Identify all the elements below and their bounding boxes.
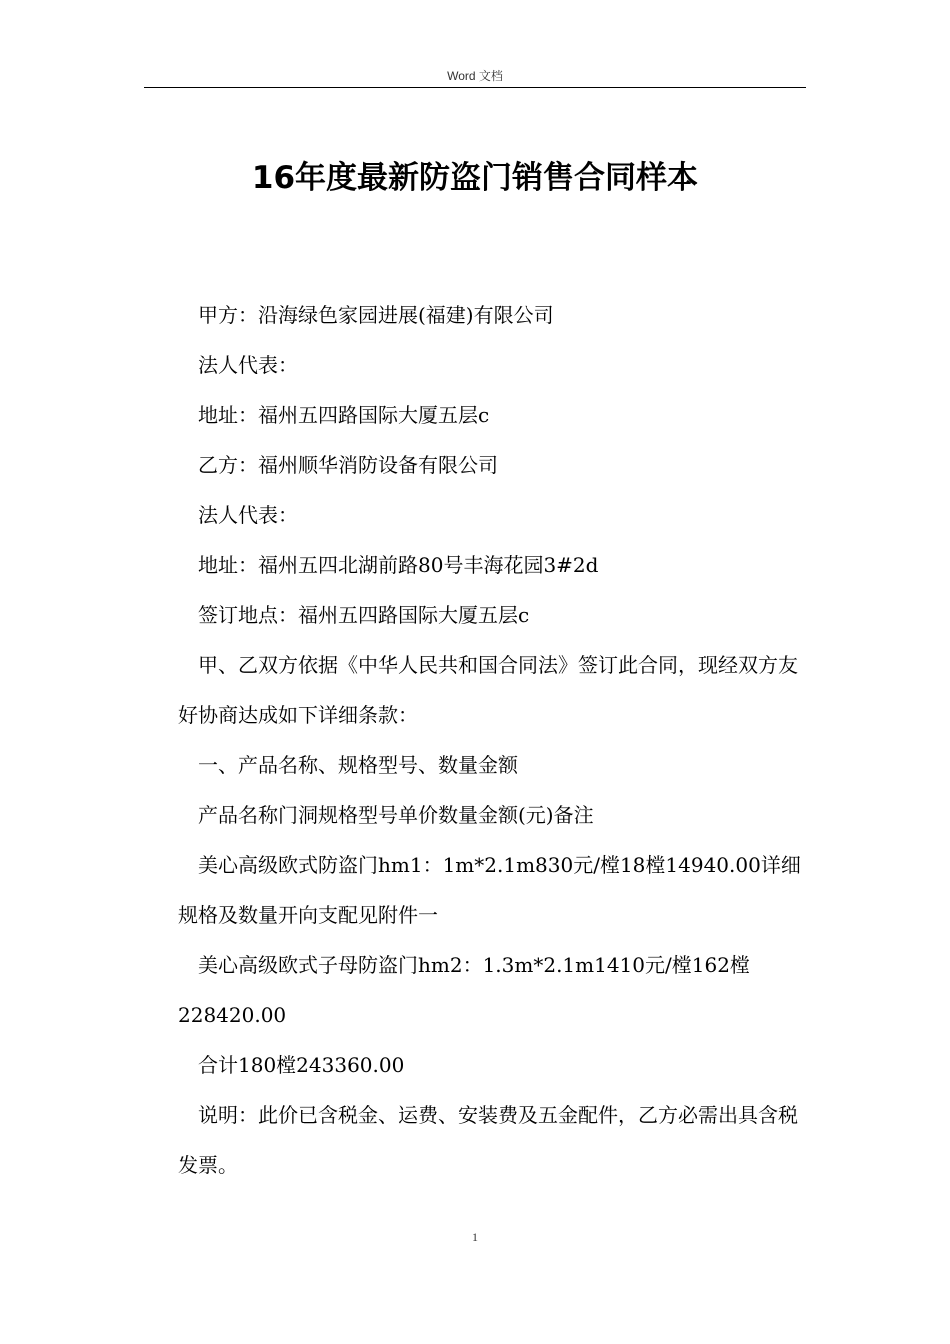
- contract-preamble: 甲、乙双方依据《中华人民共和国合同法》签订此合同，现经双方友好协商达成如下详细条款：: [178, 653, 798, 727]
- document-body: [178, 290, 803, 1190]
- page-number: 1: [472, 1230, 478, 1244]
- signing-location: 签订地点：福州五四路国际大厦五层c: [198, 603, 530, 627]
- party-a: 甲方：沿海绿色家园进展(福建)有限公司: [198, 303, 554, 327]
- party-b: 乙方：福州顺华消防设备有限公司: [198, 453, 498, 477]
- product-total: 合计180樘243360.00: [198, 1053, 405, 1077]
- party-a-address: 地址：福州五四路国际大厦五层c: [198, 403, 490, 427]
- party-a-legal-representative: 法人代表：: [198, 353, 298, 377]
- party-b-legal-representative: 法人代表：: [198, 503, 298, 527]
- header-divider: [144, 87, 806, 88]
- product-line-hm1: 美心高级欧式防盗门hm1：1m*2.1m830元/樘18樘14940.00详细规格及数量开向支配见附件一: [178, 853, 801, 927]
- document-title: 16年度最新防盗门销售合同样本: [251, 160, 699, 196]
- party-b-address: 地址：福州五四北湖前路80号丰海花园3#2d: [198, 553, 599, 577]
- page-header-label: Word 文档: [447, 69, 503, 83]
- section-heading-products: 一、产品名称、规格型号、数量金额: [198, 753, 518, 777]
- price-note: 说明：此价已含税金、运费、安装费及五金配件，乙方必需出具含税发票。: [178, 1103, 798, 1177]
- product-line-hm2: 美心高级欧式子母防盗门hm2：1.3m*2.1m1410元/樘162樘228420.00: [178, 953, 750, 1027]
- product-table-header: 产品名称门洞规格型号单价数量金额(元)备注: [198, 803, 594, 827]
